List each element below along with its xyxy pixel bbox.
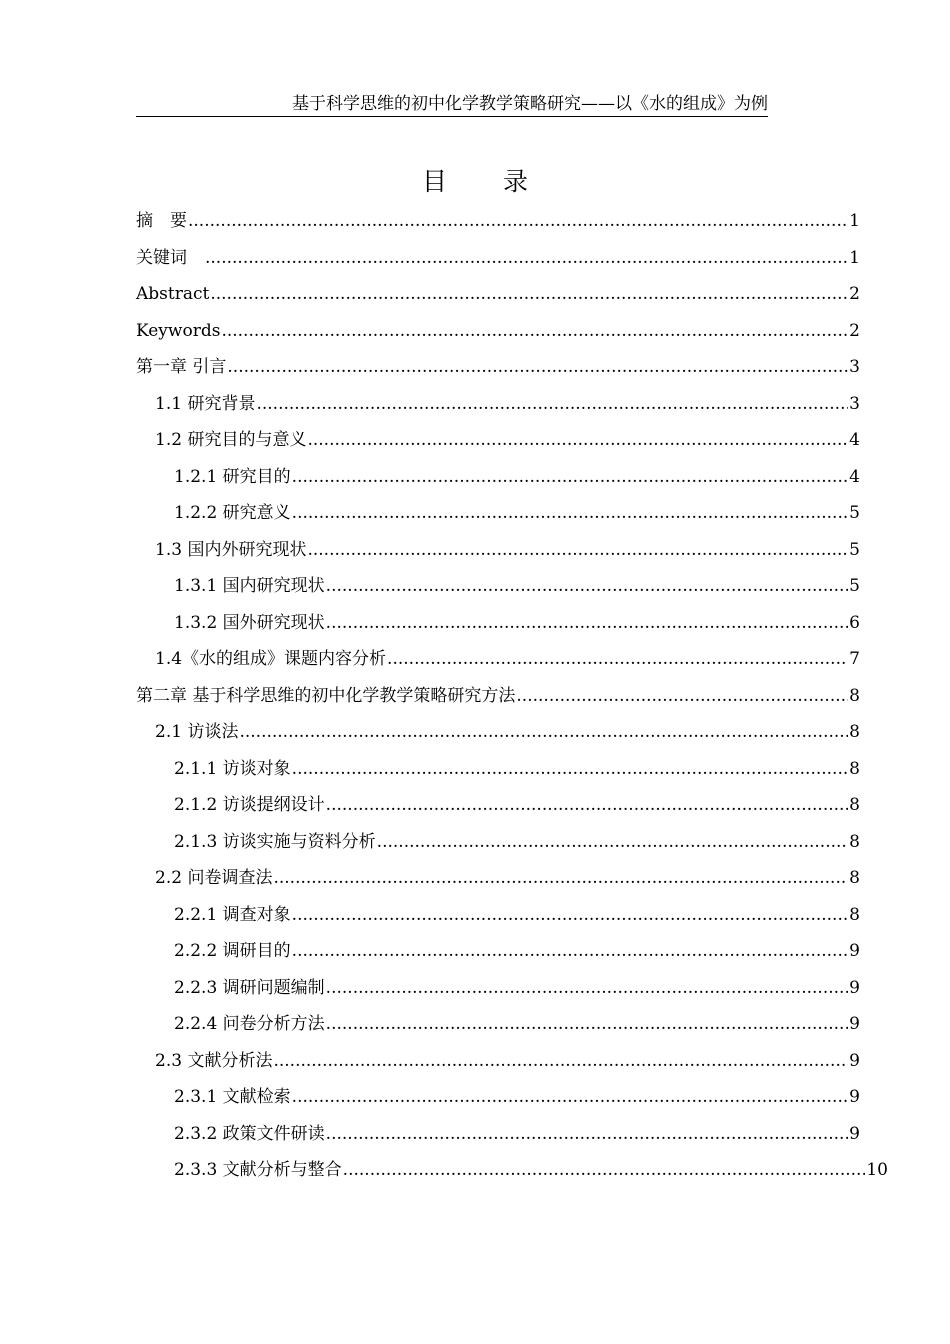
toc-entry[interactable]: [136, 572, 860, 609]
toc-entry[interactable]: [136, 974, 860, 1011]
toc-dot-leader: [307, 426, 848, 454]
toc-entry-label: 2.1.2 访谈提纲设计: [174, 795, 325, 815]
toc-dot-leader: [292, 937, 849, 965]
toc-dot-leader: [377, 828, 849, 856]
toc-entry[interactable]: [136, 901, 860, 938]
toc-dot-leader: [273, 1047, 848, 1075]
toc-page-number: 3: [849, 393, 860, 414]
toc-dot-leader: [205, 244, 848, 272]
toc-entry[interactable]: [136, 1156, 888, 1193]
toc-page-number: 9: [849, 977, 860, 998]
toc-entry[interactable]: [136, 718, 860, 755]
toc-entry[interactable]: [136, 426, 860, 463]
running-header: 基于科学思维的初中化学教学策略研究——以《水的组成》为例: [136, 92, 768, 117]
toc-entry[interactable]: [136, 207, 860, 244]
toc-dot-leader: [307, 536, 848, 564]
toc-page-number: 8: [849, 722, 860, 742]
toc-dot-leader: [326, 974, 849, 1002]
toc-dot-leader: [273, 864, 848, 892]
toc-entry[interactable]: [136, 1083, 860, 1120]
toc-page-number: 2: [849, 320, 860, 341]
toc-entry-label: 第二章 基于科学思维的初中化学教学策略研究方法: [136, 685, 516, 706]
toc-page-number: 8: [849, 795, 860, 815]
toc-entry-label: 1.3.1 国内研究现状: [174, 576, 325, 596]
toc-entry[interactable]: [136, 609, 860, 646]
toc-page-number: 8: [849, 685, 860, 706]
toc-entry-label: 2.3.1 文献检索: [174, 1087, 291, 1107]
toc-entry[interactable]: [136, 463, 860, 500]
toc-dot-leader: [326, 791, 849, 819]
toc-entry-label: 2.2.3 调研问题编制: [174, 977, 325, 998]
toc-dot-leader: [292, 755, 849, 783]
toc-dot-leader: [292, 463, 849, 491]
toc-page-number: 1: [849, 211, 860, 231]
toc-page-number: 10: [866, 1160, 888, 1180]
toc-dot-leader: [516, 682, 848, 710]
toc-entry-label: 1.1 研究背景: [155, 393, 256, 414]
toc-entry-label: 2.3 文献分析法: [155, 1050, 273, 1071]
toc-page-number: 3: [849, 357, 860, 377]
toc-entry[interactable]: [136, 1047, 860, 1084]
toc-entry-label: 2.3.3 文献分析与整合: [174, 1160, 342, 1180]
toc-entry-label: 1.2.1 研究目的: [174, 466, 291, 487]
toc-entry-label: 关键词: [136, 247, 204, 268]
toc-page-number: 9: [849, 1014, 860, 1034]
toc-dot-leader: [326, 609, 849, 637]
toc-page-number: 9: [849, 941, 860, 961]
toc-entry[interactable]: [136, 1010, 860, 1047]
toc-entry-label: 2.1.1 访谈对象: [174, 758, 291, 779]
toc-page-number: 8: [849, 868, 860, 888]
toc-page-number: 5: [849, 503, 860, 523]
toc-entry-label: 2.1 访谈法: [155, 722, 239, 742]
toc-title-char-2: 录: [503, 167, 529, 196]
toc-entry-label: 第一章 引言: [136, 357, 227, 377]
table-of-contents: [136, 207, 888, 1193]
toc-dot-leader: [292, 499, 849, 527]
toc-page-number: 5: [849, 539, 860, 560]
toc-page-number: 8: [849, 904, 860, 925]
toc-page-number: 7: [849, 649, 860, 669]
toc-dot-leader: [221, 317, 848, 345]
toc-entry-label: 2.2 问卷调查法: [155, 868, 273, 888]
toc-entry[interactable]: [136, 645, 860, 682]
toc-dot-leader: [292, 901, 849, 929]
toc-entry-label: Keywords: [136, 320, 221, 341]
toc-entry[interactable]: [136, 791, 860, 828]
toc-dot-leader: [210, 280, 848, 308]
toc-entry-label: 1.4《水的组成》课题内容分析: [155, 649, 387, 669]
toc-entry-label: 2.2.4 问卷分析方法: [174, 1014, 325, 1034]
toc-page-number: 4: [849, 466, 860, 487]
toc-entry[interactable]: [136, 1120, 860, 1157]
toc-entry[interactable]: [136, 499, 860, 536]
toc-entry-label: 1.2.2 研究意义: [174, 503, 291, 523]
toc-entry-label: 1.2 研究目的与意义: [155, 430, 307, 450]
toc-entry[interactable]: [136, 937, 860, 974]
toc-dot-leader: [188, 207, 848, 235]
toc-entry-label: 2.2.1 调查对象: [174, 904, 291, 925]
toc-entry[interactable]: [136, 682, 860, 719]
toc-entry-label: 摘 要: [136, 211, 187, 231]
toc-entry[interactable]: [136, 317, 860, 354]
toc-page-number: 6: [849, 612, 860, 633]
toc-entry[interactable]: [136, 864, 860, 901]
toc-page-number: 8: [849, 758, 860, 779]
toc-title: [0, 166, 950, 198]
toc-dot-leader: [326, 1120, 849, 1148]
toc-page-number: 2: [849, 284, 860, 304]
toc-page-number: 9: [849, 1123, 860, 1144]
toc-page-number: 9: [849, 1050, 860, 1071]
toc-entry-label: 2.2.2 调研目的: [174, 941, 291, 961]
toc-dot-leader: [326, 572, 849, 600]
toc-entry[interactable]: [136, 390, 860, 427]
toc-entry-label: 1.3.2 国外研究现状: [174, 612, 325, 633]
toc-entry[interactable]: [136, 353, 860, 390]
toc-dot-leader: [239, 718, 848, 746]
toc-dot-leader: [343, 1156, 866, 1184]
toc-dot-leader: [387, 645, 848, 673]
toc-page-number: 8: [849, 831, 860, 852]
toc-entry-label: Abstract: [136, 284, 210, 304]
toc-dot-leader: [256, 390, 848, 418]
toc-entry-label: 2.3.2 政策文件研读: [174, 1123, 325, 1144]
toc-entry[interactable]: [136, 755, 860, 792]
toc-entry[interactable]: [136, 244, 860, 281]
toc-page-number: 5: [849, 576, 860, 596]
toc-title-char-1: 目: [421, 167, 447, 196]
toc-entry[interactable]: [136, 536, 860, 573]
toc-entry-label: 2.1.3 访谈实施与资料分析: [174, 831, 376, 852]
toc-page-number: 4: [849, 430, 860, 450]
toc-entry[interactable]: [136, 828, 860, 865]
toc-page-number: 1: [849, 247, 860, 268]
toc-dot-leader: [326, 1010, 849, 1038]
toc-entry-label: 1.3 国内外研究现状: [155, 539, 307, 560]
toc-page-number: 9: [849, 1087, 860, 1107]
toc-dot-leader: [292, 1083, 849, 1111]
toc-entry[interactable]: [136, 280, 860, 317]
toc-dot-leader: [227, 353, 848, 381]
